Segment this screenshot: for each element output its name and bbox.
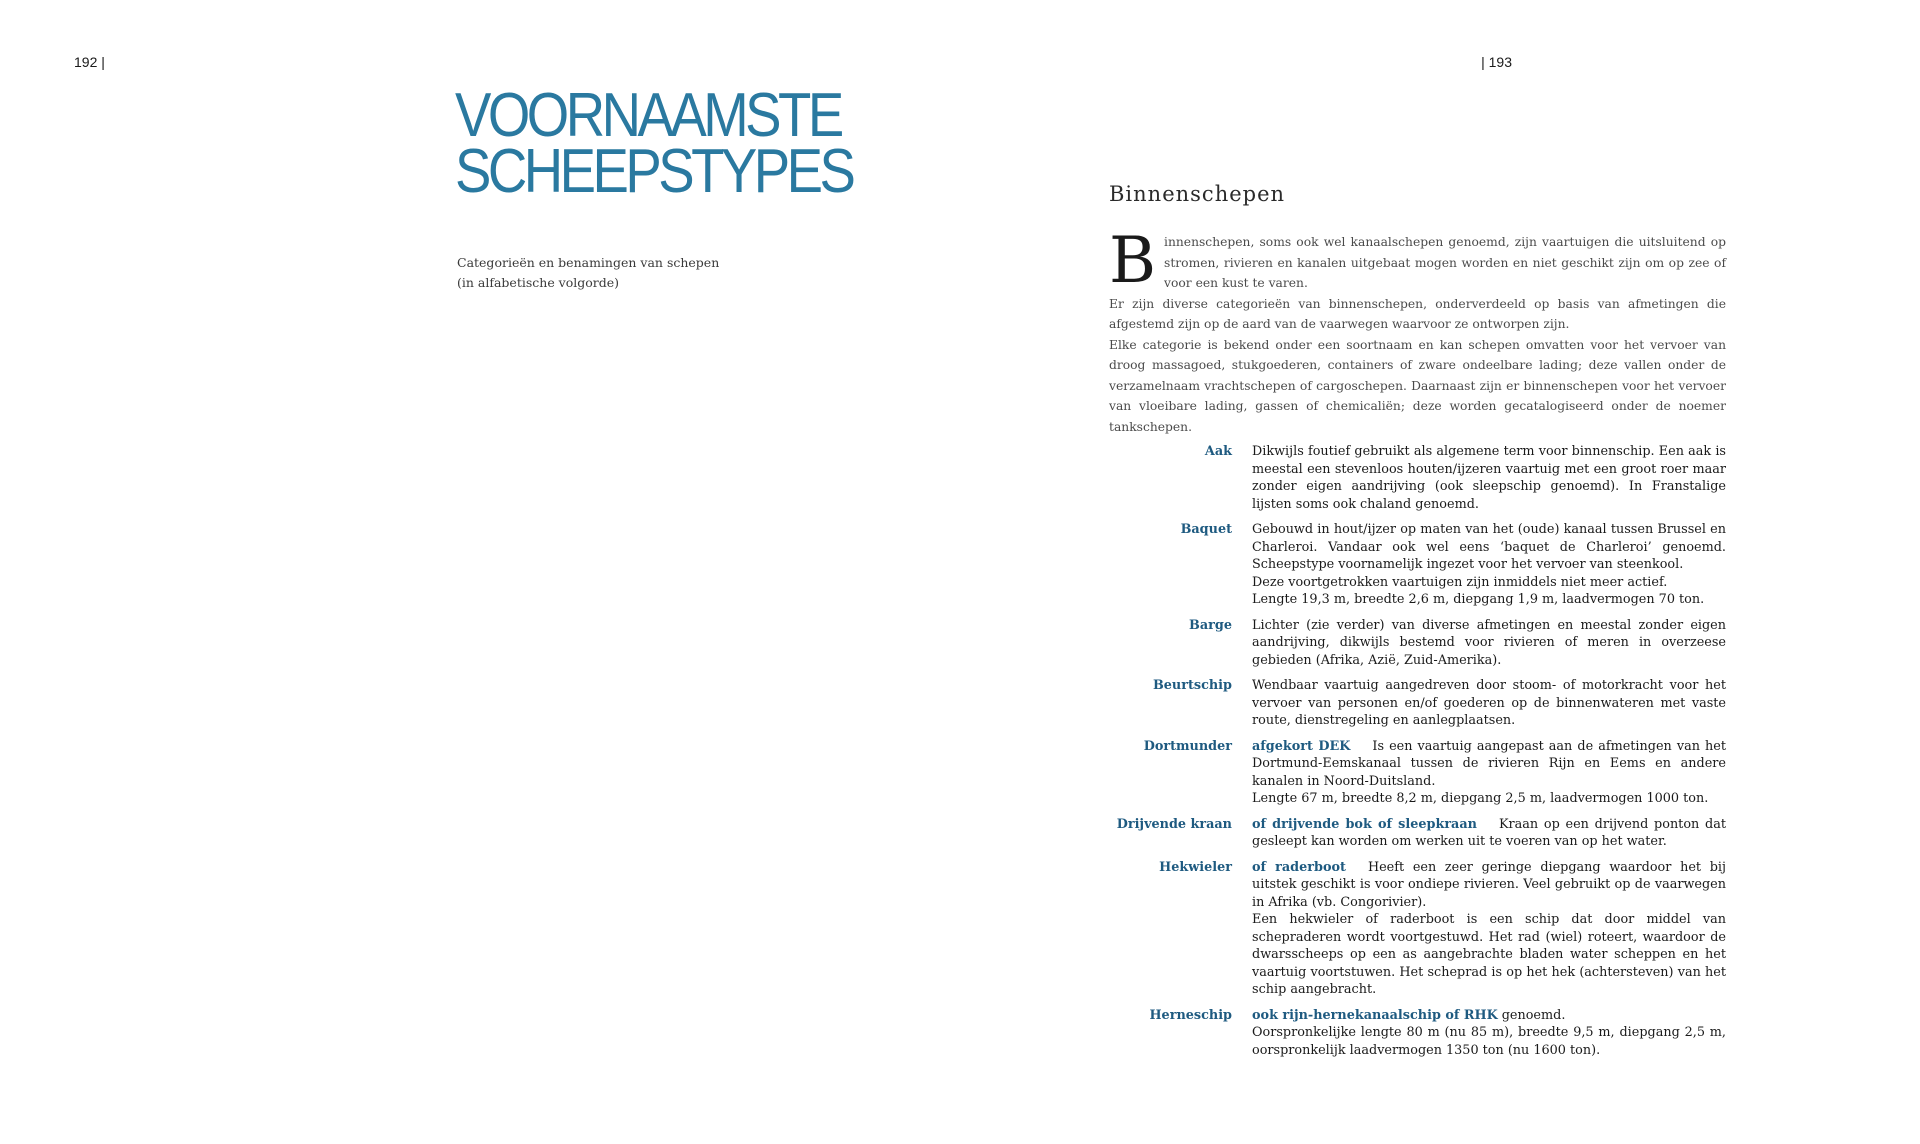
definition-line <box>1252 574 1726 592</box>
glossary-alias: of raderboot <box>1252 859 1346 875</box>
glossary-definition <box>1252 521 1726 609</box>
definition-text: Lichter (zie verder) van diverse afmetingen en meestal zonder eigen aandrijving, dikwijls bestemd voor rivieren of meren in overzeese gebieden (Afrika, Azië, Zuid-Amerika). <box>1252 617 1726 668</box>
definition-line <box>1252 911 1726 999</box>
definition-text: Dikwijls foutief gebruikt als algemene term voor binnenschip. Een aak is meestal een stevenloos houten/ijzeren vaartuig met een groot roer maar zonder eigen aandrijving (ook sleepschip genoemd). In Franstalige lijsten soms ook chaland genoemd. <box>1252 444 1726 512</box>
glossary-entry <box>1109 859 1726 999</box>
definition-line <box>1252 816 1726 851</box>
definition-text: Oorspronkelijke lengte 80 m (nu 85 m), breedte 9,5 m, diepgang 2,5 m, oorspronkelijk laadvermogen 1350 ton (nu 1600 ton). <box>1252 1025 1726 1058</box>
definition-line <box>1252 591 1726 609</box>
glossary-entry <box>1109 816 1726 851</box>
glossary-term: Herneschip <box>1149 1007 1232 1023</box>
glossary-alias: of drijvende bok of sleepkraan <box>1252 816 1477 832</box>
glossary-entry <box>1109 443 1726 513</box>
definition-line <box>1252 617 1726 670</box>
page-subtitle-line-2: (in alfabetische volgorde) <box>457 275 620 290</box>
definition-line <box>1252 790 1726 808</box>
glossary-term: Hekwieler <box>1159 859 1232 875</box>
intro-paragraph-1: innenschepen, soms ook wel kanaalschepen genoemd, zijn vaartuigen die uitsluitend op stromen, rivieren en kanalen uitgebaat mogen worden en niet geschikt zijn om op zee of voor een kust te varen. <box>1164 235 1726 290</box>
definition-line <box>1252 1007 1726 1025</box>
definition-line <box>1252 443 1726 513</box>
definition-text: Gebouwd in hout/ijzer op maten van het (oude) kanaal tussen Brussel en Charleroi. Vandaar ook wel eens ‘baquet de Charleroi’ genoemd. Scheepstype voornamelijk ingezet voor het vervoer van steenkool. <box>1252 522 1726 572</box>
glossary-term: Beurtschip <box>1152 678 1232 693</box>
intro-paragraph-3: Elke categorie is bekend onder een soortnaam en kan schepen omvatten voor het vervoer van droog massagoed, stukgoederen, containers of zware ondeelbare lading; deze vallen onder de verzamelnaam vrachtschepen of cargoschepen. Daarnaast zijn er binnenschepen voor het vervoer van vloeibare lading, gassen of chemicaliën; deze worden gecatalogiseerd onder de noemer tankschepen. <box>1109 337 1726 434</box>
glossary-term: Drijvende kraan <box>1116 816 1232 832</box>
intro-paragraph-2: Er zijn diverse categorieën van binnenschepen, onderverdeeld op basis van afmetingen die afgestemd zijn op de aard van de vaarwegen waarvoor ze ontworpen zijn. <box>1109 296 1726 331</box>
definition-text: Een hekwieler of raderboot is een schip dat door middel van schepraderen wordt voortgestuwd. Het rad (wiel) roteert, waardoor de dwarsscheeps op een as aangebrachte bladen water scheppen en het vaartuig voortstuwen. Het scheprad is op het hek (achtersteven) van het schip aangebracht. <box>1252 912 1726 997</box>
definition-text: Deze voortgetrokken vaartuigen zijn inmiddels niet meer actief. <box>1252 574 1668 590</box>
definition-line <box>1252 677 1726 730</box>
page-number-right: | 193 <box>1481 54 1512 70</box>
page-subtitle <box>457 253 719 293</box>
definition-text: Is een vaartuig aangepast aan de afmetingen van het Dortmund-Eemskanaal tussen de rivieren Rijn en Eems en andere kanalen in Noord-Duitsland. <box>1252 738 1726 789</box>
glossary-definition <box>1252 443 1726 513</box>
glossary-definition <box>1252 1007 1726 1060</box>
glossary-definition <box>1252 738 1726 808</box>
glossary-list <box>1109 443 1726 1067</box>
glossary-definition <box>1252 677 1726 730</box>
glossary-entry <box>1109 1007 1726 1060</box>
page-number-left: 192 | <box>74 54 105 70</box>
definition-text: Heeft een zeer geringe diepgang waardoor het bij uitstek geschikt is voor ondiepe rivieren. Veel gebruikt op de vaarwegen in Afrika (vb. Congorivier). <box>1252 859 1726 910</box>
glossary-entry <box>1109 617 1726 670</box>
page-title-line-2: SCHEEPSTYPES <box>455 137 853 206</box>
definition-text: Lengte 19,3 m, breedte 2,6 m, diepgang 1,9 m, laadvermogen 70 ton. <box>1252 592 1705 607</box>
section-heading: Binnenschepen <box>1109 182 1286 206</box>
glossary-definition <box>1252 859 1726 999</box>
definition-text: Kraan op een drijvend ponton dat gesleept kan worden om werken uit te voeren van op het water. <box>1252 816 1726 849</box>
definition-line <box>1252 521 1726 574</box>
page-subtitle-line-1: Categorieën en benamingen van schepen <box>457 255 720 270</box>
glossary-entry <box>1109 738 1726 808</box>
glossary-alias: afgekort DEK <box>1252 738 1351 754</box>
glossary-alias: ook rijn-hernekanaalschip of RHK <box>1252 1007 1498 1023</box>
glossary-entry <box>1109 521 1726 609</box>
glossary-term: Barge <box>1189 617 1232 633</box>
definition-text: Lengte 67 m, breedte 8,2 m, diepgang 2,5 m, laadvermogen 1000 ton. <box>1252 791 1709 806</box>
definition-line <box>1252 1024 1726 1059</box>
glossary-term: Dortmunder <box>1143 738 1232 754</box>
glossary-definition <box>1252 816 1726 851</box>
glossary-entry <box>1109 677 1726 730</box>
page-title <box>455 81 853 206</box>
glossary-term: Baquet <box>1180 522 1232 537</box>
glossary-definition <box>1252 617 1726 670</box>
drop-cap: B <box>1109 224 1157 298</box>
intro-text <box>1109 224 1726 437</box>
page-title-line-1: VOORNAAMSTE <box>455 81 841 150</box>
definition-text: Wendbaar vaartuig aangedreven door stoom- of motorkracht voor het vervoer van personen en/of goederen op de binnenwateren met vaste route, dienstregeling en aanlegplaatsen. <box>1252 678 1726 728</box>
definition-text: genoemd. <box>1501 1007 1566 1023</box>
definition-line <box>1252 738 1726 791</box>
definition-line <box>1252 859 1726 912</box>
glossary-term: Aak <box>1204 444 1232 459</box>
